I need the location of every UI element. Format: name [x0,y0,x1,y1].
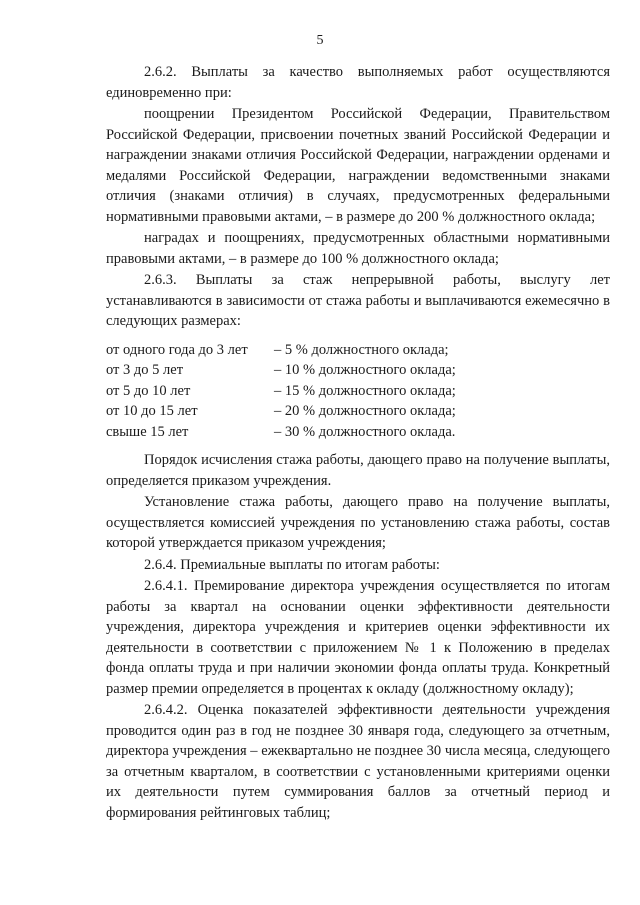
paragraph-2-6-2: 2.6.2. Выплаты за качество выполняемых работ осуществляются единовременно при: [106,64,610,101]
rate-value: – 10 % должностного оклада; [274,362,456,378]
paragraph-2-6-3: 2.6.3. Выплаты за стаж непрерывной работы, выслугу лет устанавливаются в зависимости от стажа работы и выплачиваются ежемесячно в следующих размерах: [106,272,610,329]
rate-period: от 5 до 10 лет [106,382,191,399]
document-body [106,62,610,823]
paragraph-seniority-commission: Установление стажа работы, дающего право на получение выплаты, осуществляется комиссией учреждения по установлению стажа работы, состав которой утверждается приказом учреждения; [106,494,610,551]
rate-period: от одного года до 3 лет [106,341,248,358]
rate-value: – 20 % должностного оклада; [274,403,456,419]
paragraph-2-6-4-2: 2.6.4.2. Оценка показателей эффективности деятельности учреждения проводится один раз в год не позднее 30 января года, следующего за отчетным, директора учреждения – ежеквартально не позднее 30 числа месяца, следующего за отчетным кварталом, в соответствии с установленными критериями оценки их деятельности путем суммирования баллов за отчетный период и формирования рейтинговых таблиц; [106,702,610,821]
paragraph-2-6-4-1: 2.6.4.1. Премирование директора учреждения осуществляется по итогам работы за квартал на основании оценки эффективности деятельности учреждения, директора учреждения и критериев оценки эффективности их деятельности в соответствии с приложением № 1 к Положению в пределах фонда оплаты труда и при наличии экономии фонда оплаты труда. Конкретный размер премии определяется в процентах к окладу (должностному окладу); [106,578,610,697]
paragraph-seniority-calculation: Порядок исчисления стажа работы, дающего право на получение выплаты, определяется приказом учреждения. [106,452,610,489]
seniority-rates-list [106,340,610,443]
rate-row [106,340,610,361]
rate-period: от 3 до 5 лет [106,362,184,378]
paragraph-federal-awards: поощрении Президентом Российской Федерации, Правительством Российской Федерации, присвоении почетных званий Российской Федерации и награждении знаками отличия Российской Федерации, награждении орденами и медалями Российской Федерации, награждении ведомственными знаками отличия (знаками отличия) в случаях, предусмотренных федеральными нормативными правовыми актами, – в размере до 200 % должностного оклада; [106,106,610,225]
page-number: 5 [316,33,324,48]
rate-period: свыше 15 лет [106,423,189,440]
rate-value: – 30 % должностного оклада. [274,423,456,440]
paragraph-regional-awards: наградах и поощрениях, предусмотренных областными нормативными правовыми актами, – в размере до 100 % должностного оклада; [106,230,610,267]
paragraph-2-6-4: 2.6.4. Премиальные выплаты по итогам работы: [144,556,440,573]
rate-row [106,360,610,381]
rate-row [106,401,610,422]
rate-period: от 10 до 15 лет [106,403,198,419]
rate-value: – 5 % должностного оклада; [274,341,449,358]
rate-row [106,422,610,443]
rate-value: – 15 % должностного оклада; [274,382,456,399]
rate-row [106,381,610,402]
